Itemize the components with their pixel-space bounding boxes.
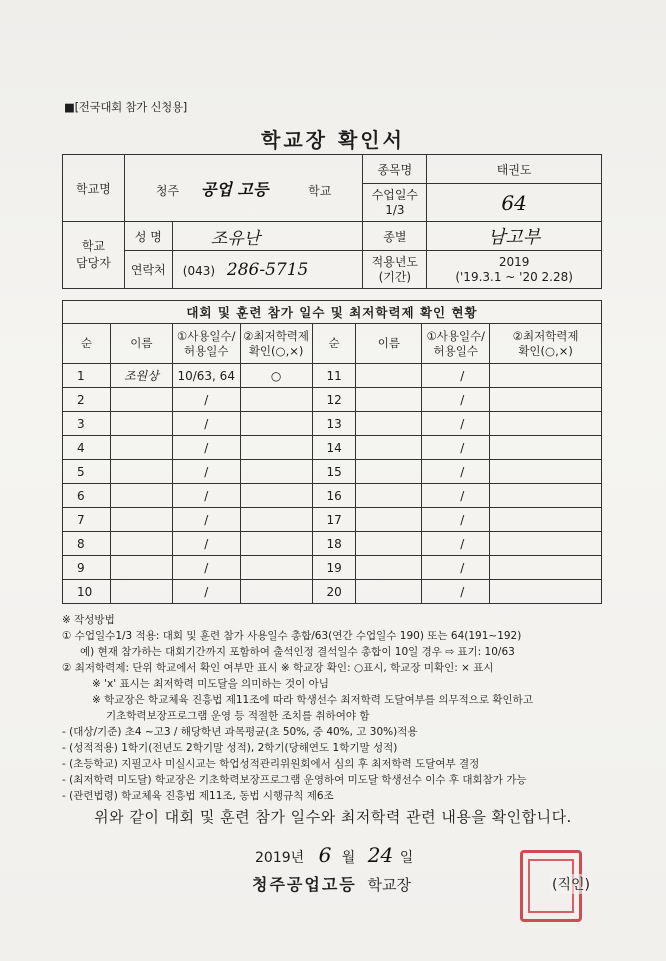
- row-days-right: /: [422, 532, 490, 556]
- sport-label: 종목명: [363, 155, 427, 184]
- row-no-right: 18: [312, 532, 356, 556]
- contact-cell: [172, 251, 363, 289]
- writing-instructions: [62, 612, 607, 804]
- school-prefix: 청주: [155, 183, 180, 198]
- row-name: [110, 388, 172, 412]
- header-check-1: ②최저학력제: [243, 328, 310, 343]
- year-label-2: (기간): [378, 269, 412, 284]
- participation-table: [62, 300, 602, 604]
- contact-prefix: (043): [182, 263, 216, 278]
- instruction-line: - (대상/기준) 초4 ~고3 / 해당학년 과목평균(초 50%, 중 40%, 고 30%)적용: [62, 726, 418, 738]
- year-period: ('19.3.1 ~ '20 2.28): [455, 269, 573, 284]
- school-name-label: 학교명: [63, 155, 125, 222]
- row-name: [110, 436, 172, 460]
- class-days-label-2: 1/3: [385, 202, 405, 217]
- date-day: 24: [367, 843, 394, 867]
- name-label: 성 명: [124, 222, 172, 251]
- class-days-label: [363, 184, 427, 222]
- contact-label: 연락처: [124, 251, 172, 289]
- year-value-cell: [427, 251, 602, 289]
- row-no: 2: [63, 388, 111, 412]
- row-no-right: 14: [312, 436, 356, 460]
- table-row: [63, 532, 602, 556]
- row-name-right: [356, 508, 422, 532]
- table-row: [63, 412, 602, 436]
- header-days-2: 허용일수: [184, 343, 229, 358]
- row-days-right: /: [422, 556, 490, 580]
- instruction-line: ※ 작성방법: [62, 614, 115, 626]
- class-days-label-1: 수업일수: [371, 187, 419, 202]
- principal-school: 청주공업고등: [252, 875, 357, 894]
- row-check-right: [490, 484, 602, 508]
- row-days-right: /: [422, 508, 490, 532]
- row-no: 7: [63, 508, 111, 532]
- header-check-right-1: ②최저학력제: [512, 328, 579, 343]
- seal-label: (직인): [550, 874, 592, 894]
- row-days: /: [172, 532, 240, 556]
- participation-caption: 대회 및 훈련 참가 일수 및 최저학력제 확인 현황: [63, 301, 602, 324]
- row-no: 10: [63, 580, 111, 604]
- school-suffix: 학교: [308, 183, 332, 198]
- staff-label-1: 학교: [81, 239, 106, 253]
- row-days: /: [172, 580, 240, 604]
- row-days-right: /: [422, 436, 490, 460]
- table-row: [63, 436, 602, 460]
- instruction-line: ① 수업일수1/3 적용: 대회 및 훈련 참가 사용일수 총합/63(연간 수업일수 190) 또는 64(191~192): [62, 630, 522, 642]
- row-check-right: [490, 460, 602, 484]
- date-day-unit: 일: [399, 850, 414, 866]
- row-days-right: /: [422, 580, 490, 604]
- row-no: 1: [63, 364, 111, 388]
- row-days: /: [172, 556, 240, 580]
- row-name-right: [356, 412, 422, 436]
- row-name: [110, 484, 172, 508]
- row-check-right: [490, 580, 602, 604]
- row-days-right: /: [422, 460, 490, 484]
- row-check-right: [490, 436, 602, 460]
- row-name: [110, 412, 172, 436]
- year-value: 2019: [498, 254, 530, 269]
- header-days-1: ①사용일수/: [176, 328, 236, 343]
- row-no: 8: [63, 532, 111, 556]
- staff-label-2: 담당자: [76, 256, 111, 270]
- row-check-right: [490, 508, 602, 532]
- row-check: [240, 508, 312, 532]
- row-check: [240, 484, 312, 508]
- instruction-line: ※ 'x' 표시는 최저학력 미도달을 의미하는 것이 아님: [92, 678, 329, 690]
- table-row: [63, 508, 602, 532]
- header-days-right: [422, 324, 490, 364]
- row-days-right: /: [422, 388, 490, 412]
- instruction-line: 기초학력보장프로그램 운영 등 적절한 조치를 취하여야 함: [106, 710, 370, 722]
- row-days-right: /: [422, 412, 490, 436]
- row-name-right: [356, 460, 422, 484]
- row-check-right: [490, 364, 602, 388]
- year-label: [363, 251, 427, 289]
- header-days-right-2: 허용일수: [433, 343, 478, 358]
- row-no-right: 16: [312, 484, 356, 508]
- instruction-line: - (관련법령) 학교체육 진흥법 제11조, 동법 시행규칙 제6조: [62, 790, 334, 802]
- confirmation-statement: 위와 같이 대회 및 훈련 참가 일수와 최저학력 관련 내용을 확인합니다.: [94, 808, 572, 826]
- row-check: [240, 580, 312, 604]
- row-check-right: [490, 412, 602, 436]
- class-days-value: 64: [427, 184, 602, 222]
- instruction-line: ② 최저학력제: 단위 학교에서 확인 여부만 표시 ※ 학교장 확인: ○표시, 학교장 미확인: × 표시: [62, 662, 494, 674]
- row-name-right: [356, 484, 422, 508]
- row-no-right: 19: [312, 556, 356, 580]
- row-no: 4: [63, 436, 111, 460]
- table-row: [63, 556, 602, 580]
- table-row: [63, 580, 602, 604]
- row-days: /: [172, 388, 240, 412]
- year-label-1: 적용년도: [371, 254, 419, 269]
- row-check: [240, 388, 312, 412]
- date-month: 6: [318, 843, 332, 867]
- header-no-right: 순: [312, 324, 356, 364]
- row-name: [110, 580, 172, 604]
- row-no-right: 20: [312, 580, 356, 604]
- row-days: /: [172, 436, 240, 460]
- table-row: [63, 460, 602, 484]
- header-name-right: 이름: [356, 324, 422, 364]
- table-row: [63, 484, 602, 508]
- principal-signature: [252, 872, 411, 895]
- row-no-right: 11: [312, 364, 356, 388]
- row-days: /: [172, 508, 240, 532]
- row-days: /: [172, 484, 240, 508]
- row-check-right: [490, 532, 602, 556]
- row-no: 9: [63, 556, 111, 580]
- row-no-right: 12: [312, 388, 356, 412]
- row-name-right: [356, 532, 422, 556]
- header-check: [240, 324, 312, 364]
- event-label: 종별: [363, 222, 427, 251]
- row-name: [110, 532, 172, 556]
- instruction-line: - (성적적용) 1학기(전년도 2학기말 성적), 2학기(당해연도 1학기말 성적): [62, 742, 398, 754]
- principal-title: 학교장: [367, 876, 412, 894]
- header-check-right: [490, 324, 602, 364]
- row-days-right: /: [422, 364, 490, 388]
- row-name-right: [356, 580, 422, 604]
- row-no-right: 15: [312, 460, 356, 484]
- row-name: [110, 460, 172, 484]
- signature-date: [255, 843, 413, 867]
- header-check-right-2: 확인(○,×): [518, 343, 573, 358]
- row-days: /: [172, 412, 240, 436]
- row-name-right: [356, 364, 422, 388]
- document-title: 학교장 확인서: [261, 128, 405, 152]
- row-days-right: /: [422, 484, 490, 508]
- header-no: 순: [63, 324, 111, 364]
- header-days-right-1: ①사용일수/: [426, 328, 486, 343]
- event-value: 남고부: [427, 222, 602, 251]
- row-check: [240, 532, 312, 556]
- date-year: 2019년: [255, 850, 305, 866]
- date-month-unit: 월: [341, 850, 356, 866]
- row-name-right: [356, 556, 422, 580]
- contact-value: 286-5715: [226, 259, 309, 280]
- row-check: [240, 436, 312, 460]
- staff-label: [63, 222, 125, 289]
- row-days: 10/63, 64: [172, 364, 240, 388]
- school-info-table: [62, 154, 602, 289]
- row-no: 6: [63, 484, 111, 508]
- form-tag: ■[전국대회 참가 신청용]: [64, 100, 187, 114]
- header-name: 이름: [110, 324, 172, 364]
- header-check-2: 확인(○,×): [248, 343, 304, 358]
- instruction-line: ※ 학교장은 학교체육 진흥법 제11조에 따라 학생선수 최저학력 도달여부를 의무적으로 확인하고: [92, 694, 533, 706]
- table-row: [63, 364, 602, 388]
- row-name-right: [356, 388, 422, 412]
- row-name: 조원상: [110, 364, 172, 388]
- row-name: [110, 556, 172, 580]
- header-days: [172, 324, 240, 364]
- row-days: /: [172, 460, 240, 484]
- sport-value: 태권도: [427, 155, 602, 184]
- row-no: 3: [63, 412, 111, 436]
- staff-name-value: 조유난: [172, 222, 363, 251]
- row-check: [240, 412, 312, 436]
- school-name-cell: [124, 155, 363, 222]
- instruction-line: - (초등학교) 지필고사 미실시교는 학업성적관리위원회에서 심의 후 최저학력 도달여부 결정: [62, 758, 480, 770]
- table-row: [63, 388, 602, 412]
- instruction-line: - (최저학력 미도달) 학교장은 기초학력보장프로그램 운영하여 미도달 학생선수 이수 후 대회참가 가능: [62, 774, 527, 786]
- row-no-right: 13: [312, 412, 356, 436]
- row-no: 5: [63, 460, 111, 484]
- school-handwritten: 공업 고등: [200, 179, 269, 199]
- row-check: [240, 460, 312, 484]
- row-name-right: [356, 436, 422, 460]
- instruction-line: 예) 현재 참가하는 대회기간까지 포함하여 출석인정 결석일수 총합이 10일 경우 ⇨ 표기: 10/63: [80, 646, 515, 658]
- row-name: [110, 508, 172, 532]
- row-check: [240, 556, 312, 580]
- row-check-right: [490, 556, 602, 580]
- row-check-right: [490, 388, 602, 412]
- row-no-right: 17: [312, 508, 356, 532]
- row-check: ○: [240, 364, 312, 388]
